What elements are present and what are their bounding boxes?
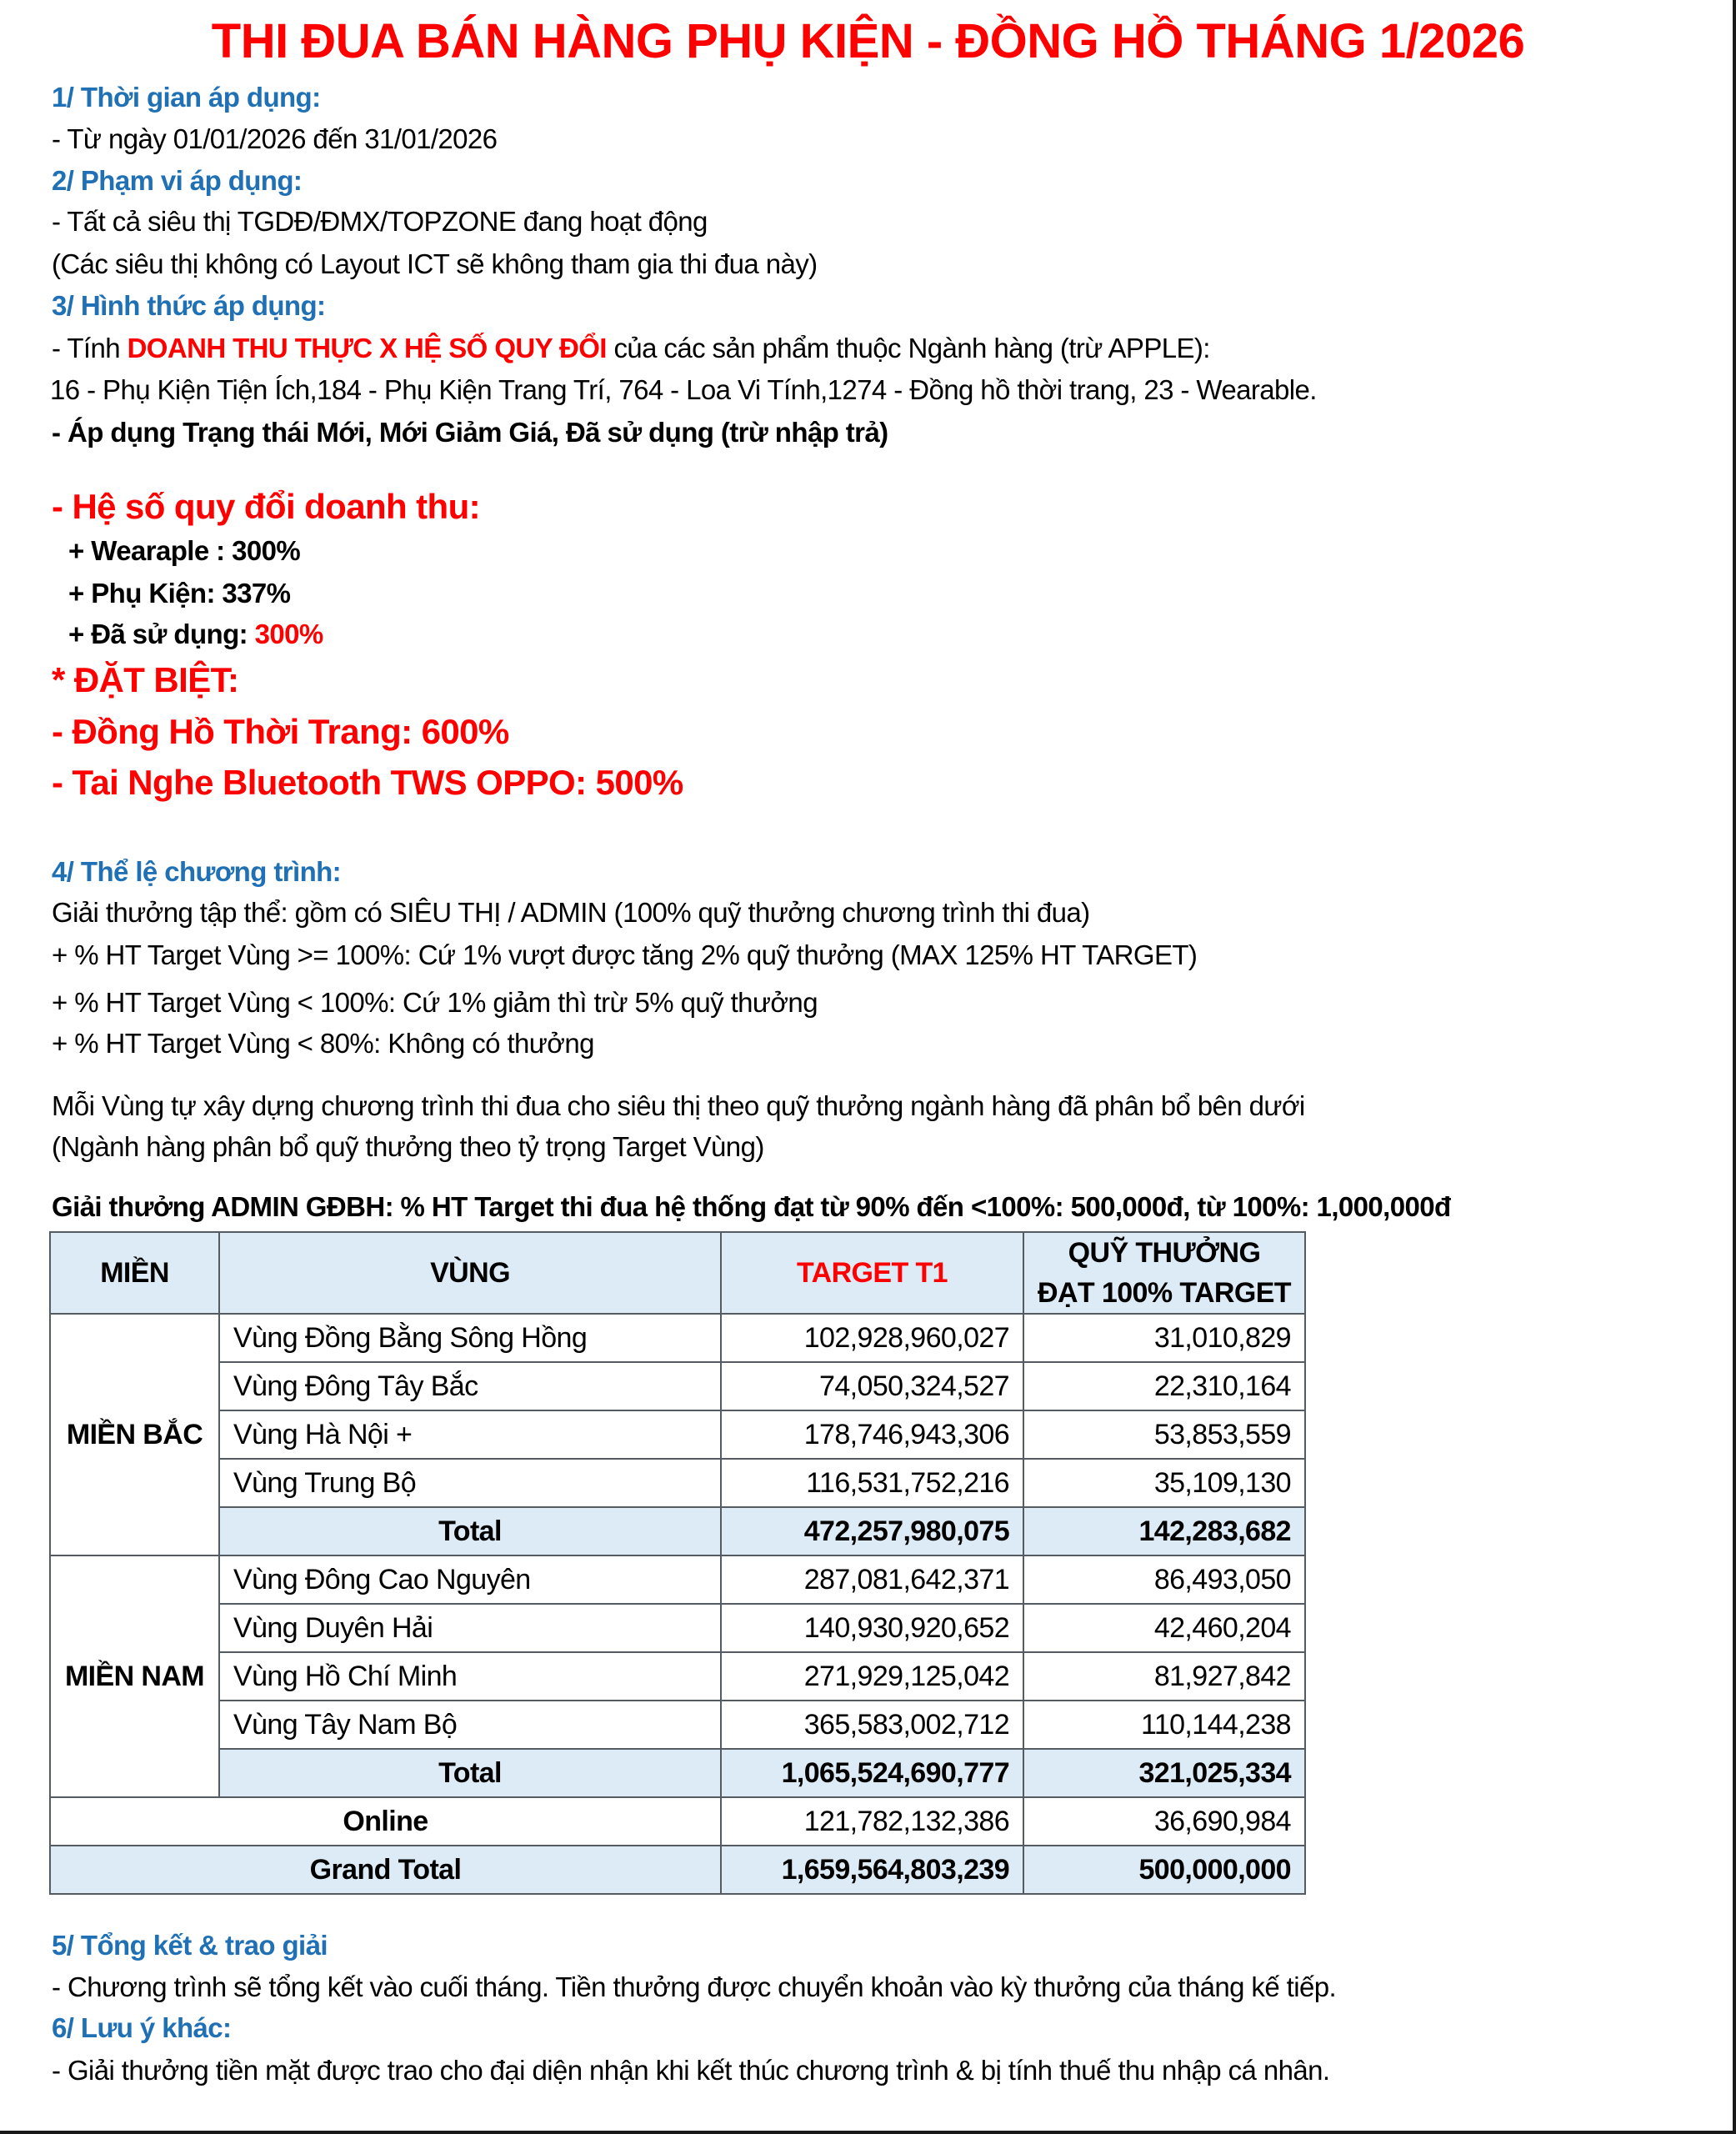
zone-name: Vùng Duyên Hải bbox=[219, 1604, 721, 1652]
rule-line: + % HT Target Vùng >= 100%: Cứ 1% vượt được tăng 2% quỹ thưởng (MAX 125% HT TARGET) bbox=[52, 939, 1198, 970]
special-item-earbuds: - Tai Nghe Bluetooth TWS OPPO: 500% bbox=[52, 763, 683, 802]
zone-target: 271,929,125,042 bbox=[721, 1652, 1023, 1701]
zone-name: Vùng Đông Cao Nguyên bbox=[219, 1555, 721, 1604]
table-row bbox=[50, 1459, 1305, 1507]
section-3-heading: 3/ Hình thức áp dụng: bbox=[52, 290, 326, 321]
coefficient-value: 300% bbox=[254, 619, 323, 649]
zone-target: 365,583,002,712 bbox=[721, 1701, 1023, 1749]
online-fund: 36,690,984 bbox=[1023, 1797, 1305, 1846]
coefficient-value: 300% bbox=[232, 535, 301, 566]
coefficient-label: + Đã sử dụng: bbox=[68, 619, 255, 649]
coefficient-accessory bbox=[68, 573, 290, 614]
grand-total-row bbox=[50, 1846, 1305, 1894]
subtotal-target: 472,257,980,075 bbox=[721, 1507, 1023, 1555]
zone-name: Vùng Hồ Chí Minh bbox=[219, 1652, 721, 1701]
zone-name: Vùng Đồng Bằng Sông Hồng bbox=[219, 1314, 721, 1362]
zone-target: 287,081,642,371 bbox=[721, 1555, 1023, 1604]
header-fund-line2: ĐẠT 100% TARGET bbox=[1038, 1277, 1291, 1309]
coefficient-used bbox=[68, 614, 323, 655]
header-mien: MIỀN bbox=[50, 1232, 219, 1314]
rule-line: + % HT Target Vùng < 100%: Cứ 1% giảm thì trừ 5% quỹ thưởng bbox=[52, 987, 818, 1018]
zone-fund: 31,010,829 bbox=[1023, 1314, 1305, 1362]
grand-total-label: Grand Total bbox=[50, 1846, 721, 1894]
table-row bbox=[50, 1314, 1305, 1362]
zone-fund: 86,493,050 bbox=[1023, 1555, 1305, 1604]
zone-target: 102,928,960,027 bbox=[721, 1314, 1023, 1362]
zone-target: 116,531,752,216 bbox=[721, 1459, 1023, 1507]
zone-fund: 81,927,842 bbox=[1023, 1652, 1305, 1701]
coefficient-value: 337% bbox=[222, 578, 291, 609]
coefficient-wearable bbox=[68, 530, 300, 572]
formula-suffix: của các sản phẩm thuộc Ngành hàng (trừ APPLE): bbox=[606, 333, 1210, 363]
special-item-watch: - Đồng Hồ Thời Trang: 600% bbox=[52, 712, 509, 751]
rule-line: Giải thưởng tập thể: gồm có SIÊU THỊ / ADMIN (100% quỹ thưởng chương trình thi đua) bbox=[52, 897, 1090, 928]
zone-name: Vùng Hà Nội + bbox=[219, 1410, 721, 1459]
zone-fund: 42,460,204 bbox=[1023, 1604, 1305, 1652]
rule-line: + % HT Target Vùng < 80%: Không có thưởng bbox=[52, 1028, 594, 1059]
section-6-line: - Giải thưởng tiền mặt được trao cho đại diện nhận khi kết thúc chương trình & bị tính thuế thu nhập cá nhân. bbox=[52, 2055, 1330, 2086]
region-mien-bac: MIỀN BẮC bbox=[50, 1314, 219, 1555]
page-title: THI ĐUA BÁN HÀNG PHỤ KIỆN - ĐỒNG HỒ THÁNG 1/2026 bbox=[211, 14, 1525, 68]
section-5-line: - Chương trình sẽ tổng kết vào cuối tháng. Tiền thưởng được chuyển khoản vào kỳ thưởng của tháng kế tiếp. bbox=[52, 1971, 1337, 2002]
zone-fund: 110,144,238 bbox=[1023, 1701, 1305, 1749]
table-row bbox=[50, 1555, 1305, 1604]
header-vung: VÙNG bbox=[219, 1232, 721, 1314]
special-heading: * ĐẶT BIỆT: bbox=[52, 660, 239, 699]
zone-target: 178,746,943,306 bbox=[721, 1410, 1023, 1459]
subtotal-fund: 142,283,682 bbox=[1023, 1507, 1305, 1555]
note-line: Mỗi Vùng tự xây dựng chương trình thi đua cho siêu thị theo quỹ thưởng ngành hàng đã phân bổ bên dưới bbox=[52, 1090, 1305, 1121]
zone-target: 74,050,324,527 bbox=[721, 1362, 1023, 1410]
section-4-heading: 4/ Thể lệ chương trình: bbox=[52, 856, 342, 887]
coefficient-label: + Wearaple : bbox=[68, 535, 233, 566]
table-row bbox=[50, 1652, 1305, 1701]
subtotal-target: 1,065,524,690,777 bbox=[721, 1749, 1023, 1797]
table-row bbox=[50, 1362, 1305, 1410]
subtotal-label: Total bbox=[219, 1749, 721, 1797]
page-border-right bbox=[1733, 0, 1736, 2134]
reward-fund-table bbox=[49, 1231, 1306, 1895]
grand-total-fund: 500,000,000 bbox=[1023, 1846, 1305, 1894]
table-row bbox=[50, 1604, 1305, 1652]
formula-prefix: - Tính bbox=[52, 333, 128, 363]
formula-highlight: DOANH THU THỰC X HỆ SỐ QUY ĐỔI bbox=[127, 333, 607, 363]
region-mien-nam: MIỀN NAM bbox=[50, 1555, 219, 1797]
coefficient-label: + Phụ Kiện: bbox=[68, 578, 223, 609]
zone-name: Vùng Trung Bộ bbox=[219, 1459, 721, 1507]
note-line: (Ngành hàng phân bổ quỹ thưởng theo tỷ trọng Target Vùng) bbox=[52, 1131, 764, 1162]
formula-line bbox=[52, 328, 1210, 369]
status-line: - Áp dụng Trạng thái Mới, Mới Giảm Giá, Đã sử dụng (trừ nhập trả) bbox=[52, 417, 888, 448]
section-2-line: - Tất cả siêu thị TGDĐ/ĐMX/TOPZONE đang hoạt động bbox=[52, 206, 708, 237]
online-target: 121,782,132,386 bbox=[721, 1797, 1023, 1846]
online-label: Online bbox=[50, 1797, 721, 1846]
header-fund bbox=[1023, 1232, 1305, 1314]
subtotal-row-mien-nam bbox=[50, 1749, 1305, 1797]
subtotal-label: Total bbox=[219, 1507, 721, 1555]
table-row bbox=[50, 1701, 1305, 1749]
header-fund-line1: QUỸ THƯỞNG bbox=[1068, 1237, 1261, 1269]
zone-fund: 53,853,559 bbox=[1023, 1410, 1305, 1459]
zone-target: 140,930,920,652 bbox=[721, 1604, 1023, 1652]
header-target: TARGET T1 bbox=[721, 1232, 1023, 1314]
online-row bbox=[50, 1797, 1305, 1846]
zone-name: Vùng Tây Nam Bộ bbox=[219, 1701, 721, 1749]
page-border-bottom bbox=[0, 2131, 1736, 2134]
subtotal-fund: 321,025,334 bbox=[1023, 1749, 1305, 1797]
coefficient-heading: - Hệ số quy đổi doanh thu: bbox=[52, 487, 481, 526]
zone-fund: 22,310,164 bbox=[1023, 1362, 1305, 1410]
grand-total-target: 1,659,564,803,239 bbox=[721, 1846, 1023, 1894]
zone-name: Vùng Đông Tây Bắc bbox=[219, 1362, 721, 1410]
section-2-note: (Các siêu thị không có Layout ICT sẽ không tham gia thi đua này) bbox=[52, 248, 818, 279]
section-2-heading: 2/ Phạm vi áp dụng: bbox=[52, 165, 303, 196]
section-1-line: - Từ ngày 01/01/2026 đến 31/01/2026 bbox=[52, 123, 498, 154]
table-header-row bbox=[50, 1232, 1305, 1314]
table-row bbox=[50, 1410, 1305, 1459]
admin-prize-line: Giải thưởng ADMIN GĐBH: % HT Target thi đua hệ thống đạt từ 90% đến <100%: 500,000đ, từ 100%: 1,000,000đ bbox=[52, 1191, 1451, 1222]
categories-line: 16 - Phụ Kiện Tiện Ích,184 - Phụ Kiện Trang Trí, 764 - Loa Vi Tính,1274 - Đồng hồ thời trang, 23 - Wearable. bbox=[50, 374, 1317, 405]
section-5-heading: 5/ Tổng kết & trao giải bbox=[52, 1930, 328, 1961]
zone-fund: 35,109,130 bbox=[1023, 1459, 1305, 1507]
subtotal-row-mien-bac bbox=[50, 1507, 1305, 1555]
section-1-heading: 1/ Thời gian áp dụng: bbox=[52, 82, 321, 113]
section-6-heading: 6/ Lưu ý khác: bbox=[52, 2012, 232, 2043]
